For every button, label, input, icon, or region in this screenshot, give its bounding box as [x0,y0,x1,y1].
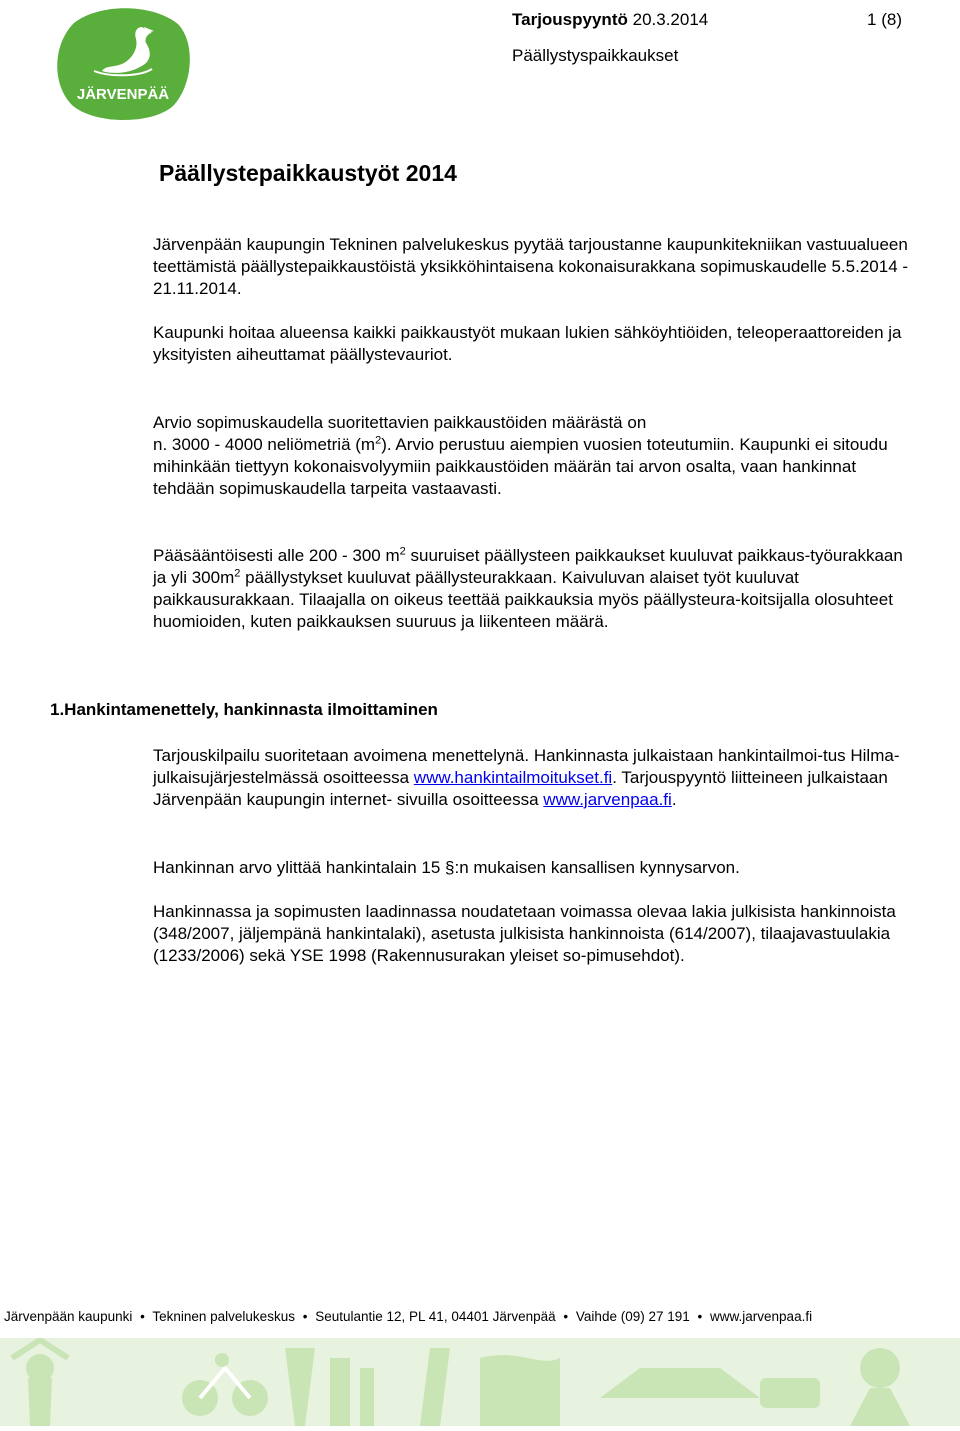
procedure-text-b: . Tarjouspyyntö liitteineen julkaistaan Järvenpään kaupungin internet- sivuilla osoitteessa [153,768,888,809]
paragraph-scope: Kaupunki hoitaa alueensa kaikki paikkaustyöt mukaan lukien sähköyhtiöiden, teleoperaattoreiden ja yksityisten aiheuttamat päällystevauriot. [153,323,902,364]
footer-phone: Vaihde (09) 27 191 [575,1309,690,1324]
rules-text-c: päällystykset kuuluvat päällysteurakkaan. Kaivuluvan alaiset työt kuuluvat paikkausurakkaan. Tilaajalla on oikeus teettää paikkauksia myös päällysteura-koitsijalla olosuhteet huomioiden, kuten paikkauksen suuruus ja liikenteen määrä. [153,568,893,631]
footer-separator: • [563,1309,569,1324]
footer-separator: • [140,1309,145,1324]
footer-contact [4,1309,812,1324]
paragraph-legislation: Hankinnassa ja sopimusten laadinnassa noudatetaan voimassa olevaa lakia julkisista hankinnoista (348/2007, jäljempänä hankintalaki), asetusta julkisista hankinnoista (614/2007), tilaajavastuulakia (1233/2006) sekä YSE 1998 (Rakennusurakan yleiset so-pimusehdot). [153,902,896,965]
document-subtitle: Päällystyspaikkaukset [512,46,679,65]
footer-dept: Tekninen palvelukeskus [152,1309,295,1324]
rules-text-b: suuruiset päällysteen paikkaukset kuuluvat paikkaus-työurakkaan ja yli 300m [153,546,903,587]
estimate-line1: Arvio sopimuskaudella suoritettavien paikkaustöiden määrästä on [153,413,647,432]
superscript-2: 2 [234,567,241,580]
superscript-2: 2 [375,434,382,447]
footer-separator: • [697,1309,703,1324]
jarvenpaa-logo [54,5,192,123]
procedure-text-c: . [671,790,677,809]
procedure-text-a: Tarjouskilpailu suoritetaan avoimena menettelynä. Hankinnasta julkaistaan hankintailmoi-tus Hilma- julkaisujärjestelmässä osoitteessa [153,746,900,787]
estimate-text-a: n. 3000 - 4000 neliömetriä (m [153,435,376,454]
paragraph-estimate [153,412,913,500]
paragraph-procedure [153,745,913,811]
link-hankintailmoitukset[interactable]: www.hankintailmoitukset.fi [413,768,613,787]
footer-illustration-icon [0,1338,960,1426]
footer-org: Järvenpään kaupunki [4,1309,133,1324]
footer-address: Seutulantie 12, PL 41, 04401 Järvenpää [315,1309,556,1324]
section-heading-procurement: 1.Hankintamenettely, hankinnasta ilmoittaminen [50,700,438,719]
document-type: Tarjouspyyntö [512,10,628,29]
paragraph-threshold: Hankinnan arvo ylittää hankintalain 15 §:n mukaisen kansallisen kynnysarvon. [153,858,740,877]
paragraph-intro: Järvenpään kaupungin Tekninen palvelukeskus pyytää tarjoustanne kaupunkitekniikan vastuualueen teettämistä päällystepaikkaustöistä yksikköhintaisena kokonaisurakkana sopimuskaudelle 5.5.2014 - 21.11.2014. [153,235,909,298]
superscript-2: 2 [399,545,406,558]
footer-web: www.jarvenpaa.fi [710,1309,813,1324]
footer-decoration [0,1338,960,1426]
estimate-text-b: ). Arvio perustuu aiempien vuosien toteutumiin. Kaupunki ei sitoudu mihinkään tiettyyn kokonaisvolyymiin paikkaustöiden määrän tai arvon osalta, vaan hankinnat tehdään sopimuskaudella tarpeita vastaavasti. [153,435,888,498]
footer-separator: • [302,1309,308,1324]
document-header [512,10,902,66]
rules-text-a: Pääsääntöisesti alle 200 - 300 m [153,546,400,565]
logo-text: JÄRVENPÄÄ [76,86,170,103]
page-number: 1 (8) [867,10,902,29]
link-jarvenpaa[interactable]: www.jarvenpaa.fi [543,790,672,809]
paragraph-rules [153,545,913,633]
document-date: 20.3.2014 [632,10,709,29]
swan-logo-icon [54,5,192,123]
document-type-and-date [512,10,708,30]
page-title: Päällystepaikkaustyöt 2014 [159,160,457,186]
